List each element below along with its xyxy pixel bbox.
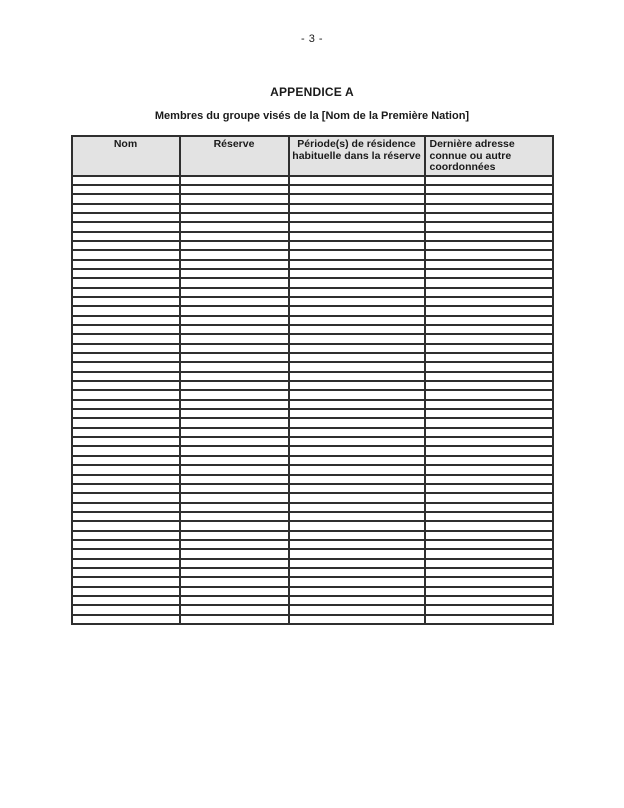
- table-cell: [72, 531, 180, 540]
- column-header-derniere-adresse: Dernière adresse connue ou autre coordonnées: [425, 136, 553, 176]
- table-cell: [289, 288, 425, 297]
- table-cell: [180, 269, 289, 278]
- table-row: [72, 596, 553, 605]
- table-row: [72, 325, 553, 334]
- table-cell: [425, 437, 553, 446]
- table-cell: [72, 213, 180, 222]
- table-cell: [425, 372, 553, 381]
- table-row: [72, 185, 553, 194]
- table-row: [72, 531, 553, 540]
- table-cell: [425, 316, 553, 325]
- table-cell: [425, 596, 553, 605]
- table-cell: [425, 418, 553, 427]
- table-row: [72, 512, 553, 521]
- table-cell: [425, 465, 553, 474]
- table-row: [72, 493, 553, 502]
- table-row: [72, 615, 553, 624]
- table-cell: [72, 362, 180, 371]
- table-cell: [180, 334, 289, 343]
- table-cell: [425, 269, 553, 278]
- table-cell: [72, 540, 180, 549]
- table-cell: [180, 325, 289, 334]
- table-cell: [72, 437, 180, 446]
- table-cell: [289, 559, 425, 568]
- table-cell: [289, 437, 425, 446]
- table-cell: [425, 400, 553, 409]
- table-row: [72, 446, 553, 455]
- table-cell: [72, 503, 180, 512]
- table-cell: [289, 549, 425, 558]
- table-cell: [289, 540, 425, 549]
- table-cell: [425, 260, 553, 269]
- table-cell: [425, 362, 553, 371]
- table-cell: [289, 316, 425, 325]
- table-cell: [180, 615, 289, 624]
- table-cell: [425, 204, 553, 213]
- table-cell: [72, 306, 180, 315]
- table-cell: [72, 204, 180, 213]
- table-cell: [180, 213, 289, 222]
- table-cell: [72, 372, 180, 381]
- table-row: [72, 204, 553, 213]
- table-cell: [72, 222, 180, 231]
- table-row: [72, 465, 553, 474]
- table-cell: [425, 605, 553, 614]
- table-cell: [72, 418, 180, 427]
- table-cell: [72, 325, 180, 334]
- table-cell: [289, 615, 425, 624]
- table-cell: [289, 428, 425, 437]
- table-row: [72, 577, 553, 586]
- table-row: [72, 306, 553, 315]
- table-cell: [180, 475, 289, 484]
- table-cell: [72, 521, 180, 530]
- table-row: [72, 260, 553, 269]
- table-cell: [180, 428, 289, 437]
- members-table: [71, 135, 554, 625]
- table-cell: [72, 549, 180, 558]
- column-header-reserve: Réserve: [180, 136, 289, 176]
- table-cell: [72, 596, 180, 605]
- table-cell: [72, 194, 180, 203]
- table-cell: [425, 559, 553, 568]
- table-row: [72, 222, 553, 231]
- table-cell: [180, 446, 289, 455]
- table-cell: [180, 381, 289, 390]
- table-cell: [180, 605, 289, 614]
- table-cell: [425, 446, 553, 455]
- table-cell: [425, 213, 553, 222]
- table-cell: [289, 194, 425, 203]
- table-cell: [289, 456, 425, 465]
- table-cell: [180, 232, 289, 241]
- table-cell: [425, 568, 553, 577]
- table-cell: [180, 250, 289, 259]
- table-row: [72, 381, 553, 390]
- table-cell: [180, 521, 289, 530]
- table-cell: [289, 409, 425, 418]
- appendix-title: APPENDICE A: [270, 85, 354, 99]
- table-cell: [425, 521, 553, 530]
- table-row: [72, 334, 553, 343]
- table-row: [72, 269, 553, 278]
- table-cell: [180, 344, 289, 353]
- table-cell: [180, 241, 289, 250]
- table-cell: [180, 512, 289, 521]
- table-cell: [289, 465, 425, 474]
- table-cell: [425, 353, 553, 362]
- table-row: [72, 288, 553, 297]
- table-cell: [289, 362, 425, 371]
- table-cell: [425, 222, 553, 231]
- table-cell: [289, 297, 425, 306]
- table-cell: [72, 250, 180, 259]
- column-header-periode-residence: Période(s) de résidence habituelle dans la réserve: [289, 136, 425, 176]
- table-cell: [180, 372, 289, 381]
- table-cell: [425, 484, 553, 493]
- table-cell: [425, 540, 553, 549]
- table-cell: [425, 428, 553, 437]
- table-cell: [72, 288, 180, 297]
- table-cell: [180, 531, 289, 540]
- table-row: [72, 503, 553, 512]
- table-cell: [72, 605, 180, 614]
- table-cell: [289, 418, 425, 427]
- table-cell: [72, 297, 180, 306]
- table-row: [72, 232, 553, 241]
- table-cell: [180, 176, 289, 185]
- table-cell: [289, 531, 425, 540]
- table-cell: [72, 334, 180, 343]
- table-cell: [289, 372, 425, 381]
- table-cell: [180, 400, 289, 409]
- table-cell: [425, 475, 553, 484]
- table-cell: [180, 278, 289, 287]
- table-row: [72, 278, 553, 287]
- table-cell: [180, 577, 289, 586]
- table-cell: [289, 503, 425, 512]
- table-cell: [72, 493, 180, 502]
- table-cell: [425, 587, 553, 596]
- table-cell: [180, 222, 289, 231]
- table-cell: [72, 428, 180, 437]
- table-cell: [180, 306, 289, 315]
- table-cell: [72, 577, 180, 586]
- table-cell: [180, 204, 289, 213]
- table-cell: [289, 390, 425, 399]
- table-row: [72, 297, 553, 306]
- table-cell: [289, 334, 425, 343]
- table-row: [72, 559, 553, 568]
- table-row: [72, 540, 553, 549]
- table-cell: [180, 540, 289, 549]
- table-cell: [425, 344, 553, 353]
- table-row: [72, 484, 553, 493]
- table-row: [72, 428, 553, 437]
- table-cell: [180, 409, 289, 418]
- table-row: [72, 390, 553, 399]
- table-cell: [425, 241, 553, 250]
- table-cell: [72, 512, 180, 521]
- table-cell: [289, 381, 425, 390]
- table-cell: [180, 260, 289, 269]
- column-header-nom: Nom: [72, 136, 180, 176]
- table-row: [72, 549, 553, 558]
- table-cell: [180, 596, 289, 605]
- table-row: [72, 605, 553, 614]
- table-cell: [425, 493, 553, 502]
- table-row: [72, 316, 553, 325]
- table-cell: [180, 503, 289, 512]
- table-cell: [180, 297, 289, 306]
- table-cell: [425, 194, 553, 203]
- table-row: [72, 372, 553, 381]
- table-row: [72, 250, 553, 259]
- table-cell: [72, 260, 180, 269]
- table-cell: [180, 559, 289, 568]
- table-row: [72, 194, 553, 203]
- table-cell: [425, 185, 553, 194]
- table-cell: [425, 232, 553, 241]
- table-cell: [180, 362, 289, 371]
- table-cell: [289, 204, 425, 213]
- table-cell: [72, 269, 180, 278]
- table-row: [72, 418, 553, 427]
- table-cell: [180, 194, 289, 203]
- table-cell: [289, 493, 425, 502]
- table-cell: [180, 456, 289, 465]
- table-cell: [425, 456, 553, 465]
- table-cell: [289, 222, 425, 231]
- table-row: [72, 456, 553, 465]
- table-row: [72, 568, 553, 577]
- table-cell: [72, 456, 180, 465]
- table-cell: [72, 484, 180, 493]
- table-cell: [289, 325, 425, 334]
- table-cell: [72, 475, 180, 484]
- table-cell: [425, 549, 553, 558]
- table-cell: [289, 176, 425, 185]
- table-cell: [425, 615, 553, 624]
- table-cell: [289, 306, 425, 315]
- table-cell: [425, 334, 553, 343]
- table-row: [72, 176, 553, 185]
- table-cell: [289, 596, 425, 605]
- page-number: - 3 -: [300, 33, 324, 45]
- table-cell: [180, 568, 289, 577]
- table-cell: [425, 577, 553, 586]
- table-cell: [180, 353, 289, 362]
- table-cell: [180, 288, 289, 297]
- table-cell: [180, 493, 289, 502]
- table-row: [72, 362, 553, 371]
- table-cell: [180, 316, 289, 325]
- table-cell: [289, 577, 425, 586]
- table-cell: [289, 185, 425, 194]
- table-cell: [72, 587, 180, 596]
- table-cell: [425, 278, 553, 287]
- table-cell: [72, 353, 180, 362]
- table-row: [72, 353, 553, 362]
- table-cell: [289, 213, 425, 222]
- table-row: [72, 213, 553, 222]
- table-cell: [425, 176, 553, 185]
- table-cell: [72, 176, 180, 185]
- table-cell: [289, 232, 425, 241]
- table-row: [72, 400, 553, 409]
- table-cell: [289, 344, 425, 353]
- table-cell: [72, 409, 180, 418]
- table-cell: [72, 344, 180, 353]
- table-cell: [180, 390, 289, 399]
- table-cell: [425, 306, 553, 315]
- table-cell: [180, 549, 289, 558]
- table-cell: [289, 521, 425, 530]
- table-cell: [425, 297, 553, 306]
- table-cell: [72, 316, 180, 325]
- table-row: [72, 344, 553, 353]
- table-cell: [180, 465, 289, 474]
- table-cell: [289, 512, 425, 521]
- table-cell: [72, 278, 180, 287]
- table-cell: [289, 587, 425, 596]
- table-cell: [289, 475, 425, 484]
- table-row: [72, 241, 553, 250]
- table-cell: [425, 390, 553, 399]
- table-cell: [289, 353, 425, 362]
- document-subtitle: Membres du groupe visés de la [Nom de la Première Nation]: [154, 110, 470, 122]
- table-cell: [289, 250, 425, 259]
- table-cell: [425, 503, 553, 512]
- table-cell: [425, 531, 553, 540]
- table-cell: [289, 605, 425, 614]
- table-cell: [72, 446, 180, 455]
- table-cell: [72, 615, 180, 624]
- table-cell: [180, 587, 289, 596]
- table-cell: [180, 437, 289, 446]
- table-cell: [72, 185, 180, 194]
- table-row: [72, 437, 553, 446]
- table-row: [72, 475, 553, 484]
- table-cell: [72, 232, 180, 241]
- table-row: [72, 409, 553, 418]
- table-cell: [425, 325, 553, 334]
- table-cell: [72, 559, 180, 568]
- table-cell: [425, 288, 553, 297]
- table-cell: [289, 260, 425, 269]
- table-cell: [289, 400, 425, 409]
- table-row: [72, 587, 553, 596]
- table-cell: [72, 390, 180, 399]
- table-cell: [425, 250, 553, 259]
- table-cell: [425, 409, 553, 418]
- table-cell: [289, 484, 425, 493]
- table-cell: [72, 465, 180, 474]
- table-cell: [289, 446, 425, 455]
- table-cell: [72, 568, 180, 577]
- table-cell: [72, 400, 180, 409]
- table-cell: [72, 381, 180, 390]
- table-cell: [289, 278, 425, 287]
- table-cell: [425, 381, 553, 390]
- table-cell: [289, 568, 425, 577]
- table-cell: [289, 241, 425, 250]
- table-cell: [289, 269, 425, 278]
- table-header-row: [72, 136, 553, 176]
- table-body: [72, 176, 553, 625]
- table-cell: [180, 484, 289, 493]
- table-cell: [425, 512, 553, 521]
- table-cell: [72, 241, 180, 250]
- table-cell: [180, 185, 289, 194]
- table-cell: [180, 418, 289, 427]
- table-row: [72, 521, 553, 530]
